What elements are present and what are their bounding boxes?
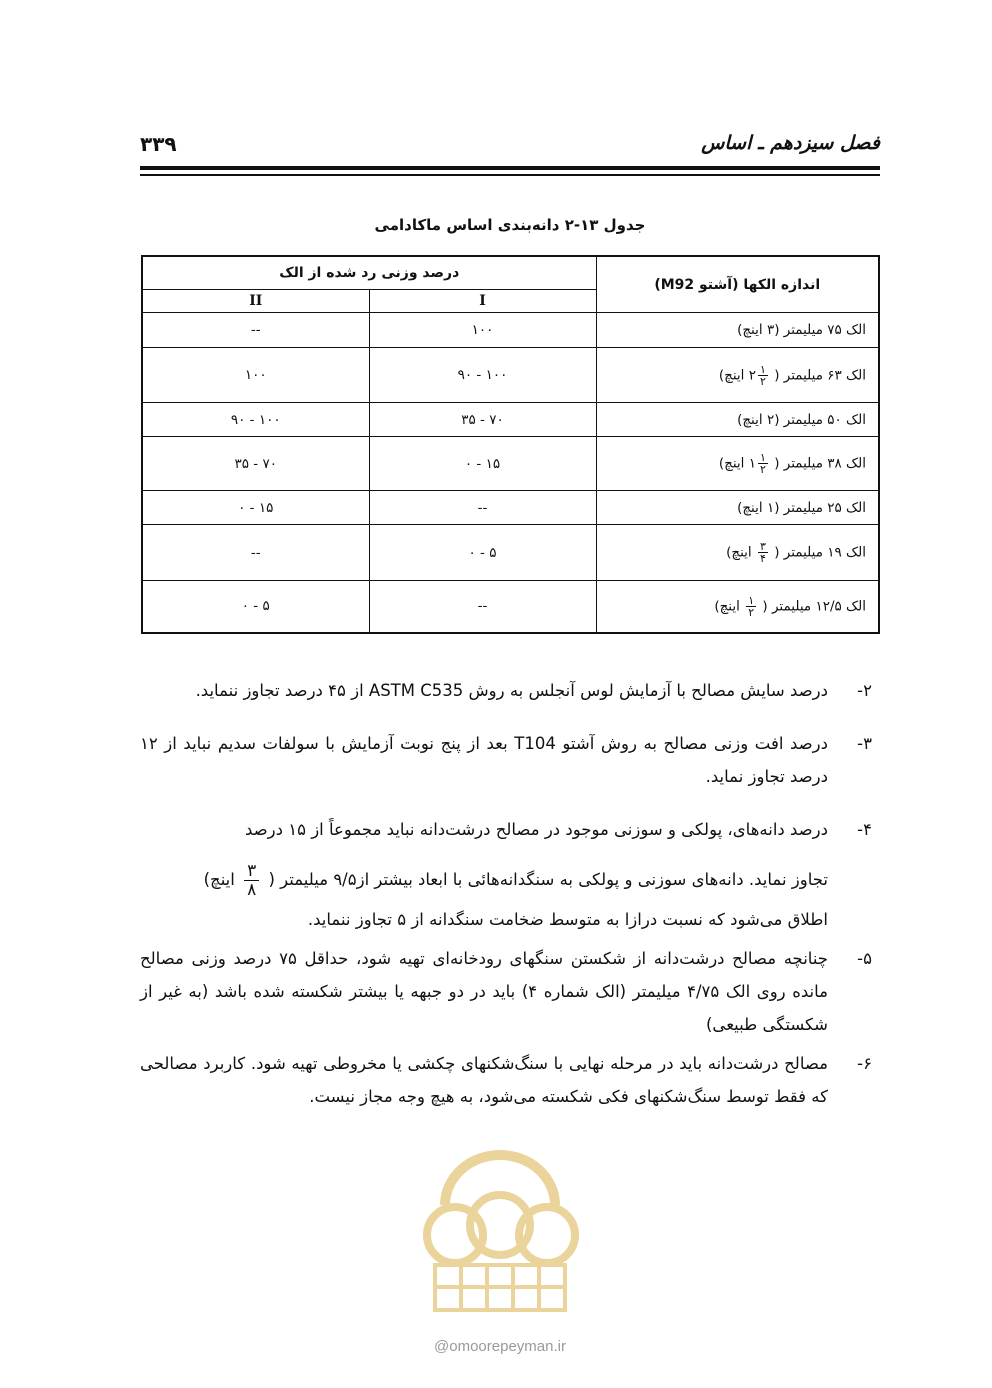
grade-ii-cell: ۱۰۰ xyxy=(142,348,369,403)
grade-i-cell: ۱۰۰ xyxy=(369,313,596,348)
list-item xyxy=(140,813,880,936)
table-row xyxy=(142,491,879,525)
footer-website-link[interactable]: @omoorepeyman.ir xyxy=(434,1338,566,1355)
fraction-numerator: ۱ xyxy=(759,451,766,464)
sieve-label: الک ۱۲/۵ میلیمتر ( xyxy=(762,598,866,615)
fraction-numerator: ۳ xyxy=(759,540,766,553)
item-text xyxy=(140,813,828,846)
sieve-label: الک ۶۳ میلیمتر ( xyxy=(774,367,866,383)
table-caption: جدول ۱۳-۲ دانه‌بندی اساس ماکادامی xyxy=(374,216,646,234)
header-rule-thick xyxy=(140,166,880,170)
header-grade-ii: II xyxy=(142,290,369,313)
item-text: درصد افت وزنی مصالح به روش آشتو T104 بعد از پنج نوبت آزمایش با سولفات سدیم نباید از ۱۲ درصد تجاوز نماید. xyxy=(140,734,828,786)
fraction-numerator: ۱ xyxy=(759,362,766,376)
gradation-table xyxy=(141,255,880,634)
item-number: ۴- xyxy=(857,820,872,839)
grade-i-cell: ۷۰ - ۳۵ xyxy=(369,403,596,437)
table-row xyxy=(142,581,879,633)
table-row xyxy=(142,525,879,581)
grade-ii-cell: ۱۵ - ۰ xyxy=(142,491,369,525)
fraction xyxy=(758,452,768,475)
item-text-line: درصد دانه‌های، پولکی و سوزنی موجود در مصالح درشت‌دانه نباید مجموعاً از ۱۵ درصد xyxy=(244,820,828,839)
table-row xyxy=(142,348,879,403)
sieve-label: الک ۱۹ میلیمتر ( xyxy=(774,544,866,561)
sieve-cell xyxy=(596,348,879,403)
fraction xyxy=(758,541,768,564)
item-text: چنانچه مصالح درشت‌دانه از شکستن سنگهای رودخانه‌ای تهیه شود، حداقل ۷۵ درصد وزنی مصالح مانده روی الک ۴/۷۵ میلیمتر (الک شماره ۴) باید در دو جبهه یا بیشتر شکسته شده باشد (به غیر از شکستگی طبیعی) xyxy=(140,949,828,1034)
header-rule-thin xyxy=(140,174,880,176)
fraction xyxy=(746,595,756,618)
fraction-whole: ۲ xyxy=(748,367,756,383)
item-text: درصد سایش مصالح با آزمایش لوس آنجلس به روش ASTM C535 از ۴۵ درصد تجاوز ننماید. xyxy=(195,681,828,700)
item-number: ۶- xyxy=(857,1054,872,1073)
header-grade-i: I xyxy=(369,290,596,313)
grade-ii-cell: -- xyxy=(142,525,369,581)
grade-i-cell: -- xyxy=(369,581,596,633)
grade-ii-cell: ۵ - ۰ xyxy=(142,581,369,633)
fraction-denominator: ۴ xyxy=(759,552,766,565)
sieve-cell: الک ۷۵ میلیمتر (۳ اینچ) xyxy=(596,313,879,348)
item-number: ۳- xyxy=(857,734,872,753)
watermark-logo xyxy=(385,1135,615,1320)
sieve-cell xyxy=(596,581,879,633)
list-item xyxy=(140,674,880,707)
sieve-cell: الک ۵۰ میلیمتر (۲ اینچ) xyxy=(596,403,879,437)
grade-i-cell: -- xyxy=(369,491,596,525)
item-number: ۲- xyxy=(857,681,872,700)
chapter-title: فصل سیزدهم ـ اساس xyxy=(701,132,880,154)
sieve-cell xyxy=(596,437,879,491)
table-row xyxy=(142,403,879,437)
header-sieve-size: اندازه الکها (آشتو M92) xyxy=(596,256,879,313)
page-header xyxy=(140,128,880,164)
sieve-cell xyxy=(596,525,879,581)
table-row xyxy=(142,313,879,348)
fraction-numerator: ۳ xyxy=(244,862,259,881)
item-text: اطلاق می‌شود که نسبت درازا به متوسط ضخامت سنگدانه از ۵ تجاوز ننماید. xyxy=(307,910,828,929)
sieve-cell: الک ۲۵ میلیمتر (۱ اینچ) xyxy=(596,491,879,525)
fraction-denominator: ۲ xyxy=(759,463,766,476)
item-text-line: تجاوز نماید. دانه‌های سوزنی و پولکی به سنگدانه‌هائی با ابعاد بیشتر از۹/۵ میلیمتر ( xyxy=(268,870,828,889)
item-number: ۵- xyxy=(857,949,872,968)
table-row xyxy=(142,437,879,491)
fraction xyxy=(758,364,768,387)
sieve-unit: اینچ) xyxy=(718,455,745,472)
sieve-unit: اینچ) xyxy=(714,598,740,615)
spec-items xyxy=(140,674,880,1113)
list-item xyxy=(140,942,880,1041)
sieve-unit: اینچ) xyxy=(718,367,745,383)
sieve-label: الک ۳۸ میلیمتر ( xyxy=(774,455,866,472)
fraction xyxy=(244,862,259,899)
grade-ii-cell: -- xyxy=(142,313,369,348)
header-passing-percent: درصد وزنی رد شده از الک xyxy=(142,256,596,290)
grade-i-cell: ۱۵ - ۰ xyxy=(369,437,596,491)
grade-ii-cell: ۱۰۰ - ۹۰ xyxy=(142,403,369,437)
grade-i-cell: ۱۰۰ - ۹۰ xyxy=(369,348,596,403)
grade-ii-cell: ۷۰ - ۳۵ xyxy=(142,437,369,491)
item-text: مصالح درشت‌دانه باید در مرحله نهایی با سنگ‌شکنهای چکشی یا مخروطی تهیه شود. کاربرد مصالحی که فقط توسط سنگ‌شکنهای فکی شکسته می‌شود، به هیچ وجه مجاز نیست. xyxy=(140,1054,828,1106)
page-number: ۳۳۹ xyxy=(140,132,177,156)
sieve-unit: اینچ) xyxy=(726,544,752,561)
fraction-whole: ۱ xyxy=(748,455,756,472)
list-item xyxy=(140,1047,880,1113)
grade-i-cell: ۵ - ۰ xyxy=(369,525,596,581)
list-item xyxy=(140,727,880,793)
fraction-numerator: ۱ xyxy=(748,593,755,607)
fraction-denominator: ۸ xyxy=(247,880,257,900)
item-text-line: اینچ) xyxy=(203,870,235,889)
item-text xyxy=(140,862,828,899)
fraction-denominator: ۲ xyxy=(748,605,755,619)
fraction-denominator: ۲ xyxy=(759,374,766,388)
